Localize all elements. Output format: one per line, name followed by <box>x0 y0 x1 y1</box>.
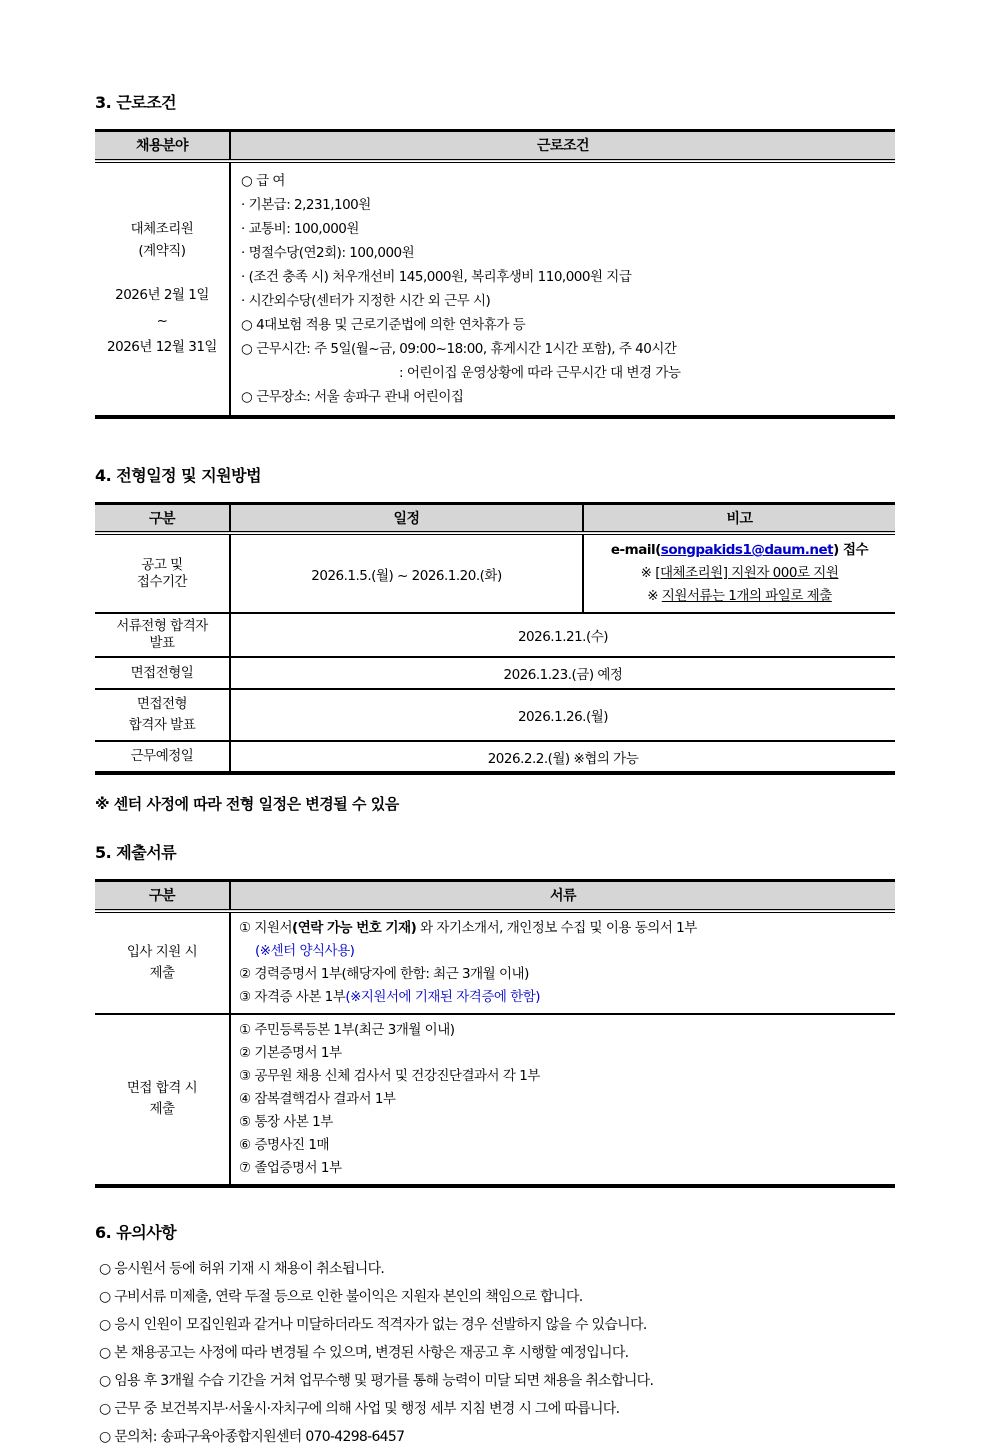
condition-line: ○ 근무장소: 서울 송파구 관내 어린이집 <box>241 388 464 405</box>
schedule-change-note: ※ 센터 사정에 따라 전형 일정은 변경될 수 있음 <box>95 795 399 813</box>
notice-item: ○ 구비서류 미제출, 연락 두절 등으로 인한 불이익은 지원자 본인의 책임으로 합니다. <box>99 1288 583 1305</box>
condition-line: · 교통비: 100,000원 <box>241 220 359 237</box>
schedule-row-work-start-date: 2026.2.2.(월) ※협의 가능 <box>487 750 639 767</box>
label-line: 합격자 발표 <box>128 717 196 733</box>
label-line: 제출 <box>149 1101 175 1117</box>
document-item <box>239 986 891 1009</box>
label-line: 서류전형 합격자 <box>116 618 208 634</box>
submit-header-category: 구분 <box>95 881 230 911</box>
label-line: 발표 <box>149 635 175 651</box>
label-line: 입사 지원 시 <box>126 943 198 960</box>
doc-text: 와 자기소개서, 개인정보 수집 및 이용 동의서 1부 <box>416 919 697 936</box>
submit-header-documents: 서류 <box>230 881 895 911</box>
work-table-header-field: 채용분야 <box>95 131 230 161</box>
reference-mark: ※ <box>647 588 662 604</box>
schedule-row-interview-label: 면접전형일 <box>95 657 230 689</box>
schedule-row-doc-result-label <box>95 613 230 657</box>
submission-documents-table <box>95 879 895 1188</box>
doc-text: ① 지원서 <box>239 919 293 936</box>
position-contract-type: (계약직) <box>138 242 186 259</box>
notice-item: ○ 문의처: 송파구육아종합지원센터 070-4298-6457 <box>99 1428 405 1445</box>
label-line: 접수기간 <box>136 573 188 590</box>
schedule-row-interview-date: 2026.1.23.(금) 예정 <box>230 657 895 689</box>
submit-row-apply-label <box>95 911 230 1014</box>
schedule-row-announcement-remarks <box>583 533 895 613</box>
section-5-heading: 5. 제출서류 <box>95 843 177 862</box>
label-line: 면접 합격 시 <box>126 1080 198 1096</box>
section-3-heading: 3. 근로조건 <box>95 93 177 112</box>
schedule-header-category: 구분 <box>95 503 230 533</box>
document-item: ① 주민등록등본 1부(최근 3개월 이내) <box>239 1021 455 1038</box>
doc-text-bold: (연락 가능 번호 기재) <box>292 919 417 936</box>
document-item: ② 기본증명서 1부 <box>239 1044 342 1061</box>
schedule-row-final-result-label <box>95 689 230 741</box>
remark-note-2 <box>586 585 893 608</box>
label-line: 면접전형 <box>136 696 188 712</box>
position-title: 대체조리원 <box>130 220 194 237</box>
label-line: 제출 <box>149 964 175 981</box>
doc-text: ③ 자격증 사본 1부 <box>239 988 346 1005</box>
reference-mark: ※ <box>640 565 656 581</box>
remark-note-text: 지원서류는 1개의 파일로 제출 <box>661 588 832 604</box>
schedule-header-schedule: 일정 <box>230 503 583 533</box>
remark-note-text: [대체조리원] 지원자 000로 지원 <box>655 565 839 581</box>
email-line <box>586 539 893 562</box>
condition-line: ○ 근무시간: 주 5일(월~금, 09:00~18:00, 휴게시간 1시간 포함), 주 40시간 <box>241 340 677 357</box>
email-suffix: ) 접수 <box>833 542 869 558</box>
document-item: ② 경력증명서 1부(해당자에 한함: 최근 3개월 이내) <box>239 965 529 982</box>
work-table-conditions-cell <box>230 161 895 417</box>
condition-line: : 어린이집 운영상황에 따라 근무시간 대 변경 가능 <box>399 364 681 381</box>
document-item: ④ 잠복결핵검사 결과서 1부 <box>239 1090 396 1107</box>
schedule-row-doc-result-date: 2026.1.21.(수) <box>230 613 895 657</box>
email-link[interactable]: songpakids1@daum.net <box>660 542 834 558</box>
contract-start-date: 2026년 2월 1일 <box>115 286 209 303</box>
document-item <box>239 917 891 940</box>
schedule-row-announcement-label <box>95 533 230 613</box>
condition-line: · (조건 충족 시) 처우개선비 145,000원, 복리후생비 110,000원 지급 <box>241 268 632 285</box>
section-6-heading: 6. 유의사항 <box>95 1222 177 1242</box>
document-item: ③ 공무원 채용 신체 검사서 및 건강진단결과서 각 1부 <box>239 1067 540 1084</box>
email-prefix: e-mail( <box>610 542 661 558</box>
document-page <box>95 0 895 1451</box>
schedule-header-remarks: 비고 <box>583 503 895 533</box>
contract-end-date: 2026년 12월 31일 <box>107 338 217 355</box>
working-conditions-table <box>95 129 895 419</box>
notice-item: ○ 근무 중 보건복지부·서울시·자치구에 의해 사업 및 행정 세부 지침 변경 시 그에 따릅니다. <box>99 1400 620 1417</box>
notice-item: ○ 임용 후 3개월 수습 기간을 거쳐 업무수행 및 평가를 통해 능력이 미달 되면 채용을 취소합니다. <box>99 1372 654 1389</box>
document-item: ⑦ 졸업증명서 1부 <box>239 1159 342 1176</box>
schedule-row-final-result-date: 2026.1.26.(월) <box>230 689 895 741</box>
notice-item: ○ 본 채용공고는 사정에 따라 변경될 수 있으며, 변경된 사항은 재공고 후 시행할 예정입니다. <box>99 1344 629 1361</box>
document-item: ⑥ 증명사진 1매 <box>239 1136 329 1153</box>
label-line: 공고 및 <box>141 556 183 573</box>
remark-note-1 <box>586 562 893 585</box>
condition-line: · 명절수당(연2회): 100,000원 <box>241 244 415 261</box>
schedule-table <box>95 502 895 776</box>
work-table-header-conditions: 근로조건 <box>230 131 895 161</box>
submit-row-apply-documents <box>230 911 895 1014</box>
date-range-tilde: ~ <box>156 312 168 329</box>
notice-item: ○ 응시 인원이 모집인원과 같거나 미달하더라도 적격자가 없는 경우 선발하지 않을 수 있습니다. <box>99 1316 647 1333</box>
document-item: ⑤ 통장 사본 1부 <box>239 1113 333 1130</box>
condition-line: · 기본급: 2,231,100원 <box>241 196 371 213</box>
condition-line: ○ 급 여 <box>241 172 285 189</box>
doc-text-note: (※지원서에 기재된 자격증에 한함) <box>345 988 541 1005</box>
section-4-heading: 4. 전형일정 및 지원방법 <box>95 465 262 485</box>
condition-line: · 시간외수당(센터가 지정한 시간 외 근무 시) <box>241 292 491 309</box>
schedule-row-announcement-period: 2026.1.5.(월) ~ 2026.1.20.(화) <box>230 533 583 613</box>
notices-list <box>95 1255 895 1451</box>
condition-line: ○ 4대보험 적용 및 근로기준법에 의한 연차휴가 등 <box>241 316 526 333</box>
work-table-position-cell <box>95 161 230 417</box>
notice-item: ○ 응시원서 등에 허위 기재 시 채용이 취소됩니다. <box>99 1260 385 1277</box>
schedule-row-work-start-label: 근무예정일 <box>95 741 230 773</box>
document-item-note: (※센터 양식사용) <box>255 942 355 959</box>
submit-row-interview-label <box>95 1014 230 1186</box>
submit-row-interview-documents <box>230 1014 895 1186</box>
spacer <box>95 262 229 282</box>
